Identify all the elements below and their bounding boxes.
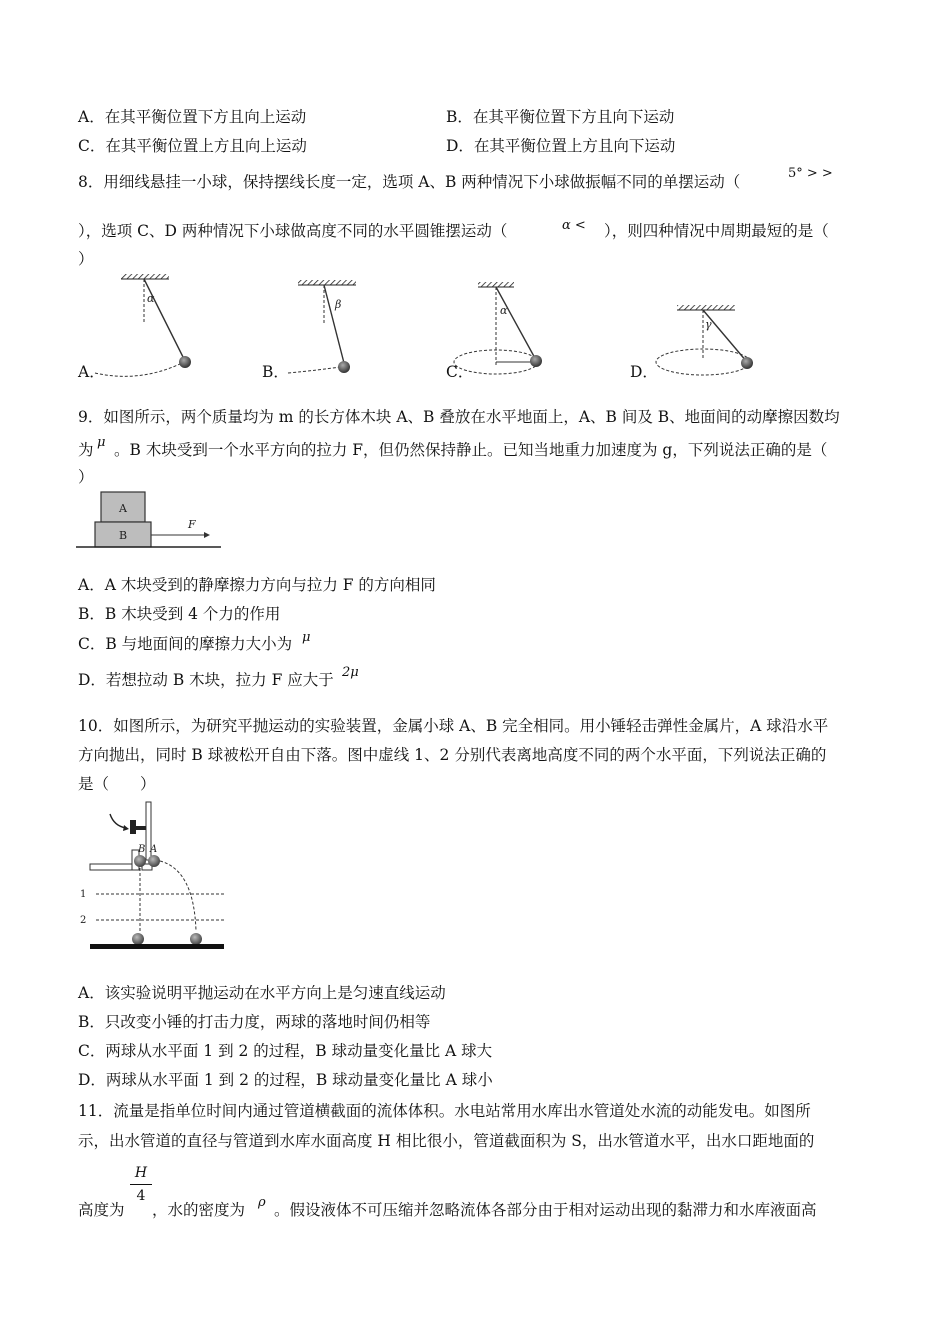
angle-label: α	[147, 292, 155, 305]
q9-option-d-math: 2μ	[342, 665, 359, 680]
q11-rho: ρ	[258, 1195, 266, 1210]
q8-line1: 8．用细线悬挂一小球，保持摆线长度一定，选项 A、B 两种情况下小球做振幅不同的单摆运动（	[78, 173, 741, 191]
q7-option-c: C．在其平衡位置上方且向上运动	[78, 137, 307, 155]
svg-text:B: B	[118, 529, 128, 542]
svg-text:2: 2	[80, 915, 87, 926]
q8-label-b: B．	[262, 363, 289, 381]
q8-math-1: 5° > >	[788, 166, 833, 181]
q8-line2a: ），选项 C、D 两种情况下小球做高度不同的水平圆锥摆运动（	[78, 222, 508, 240]
svg-text:F: F	[188, 518, 196, 531]
q9-line2a: 为	[78, 441, 94, 459]
q10-projectile-figure	[76, 798, 232, 954]
q11-line1: 11．流量是指单位时间内通过管道横截面的流体体积。水电站常用水库出水管道处水流的动能发电。如图所	[78, 1102, 811, 1120]
q8-line3: ）	[78, 250, 94, 268]
q9-option-b: B．B 木块受到 4 个力的作用	[78, 605, 281, 623]
q8-line2b: ），则四种情况中周期最短的是（	[604, 222, 829, 240]
q7-option-d: D．在其平衡位置上方且向下运动	[446, 137, 676, 155]
q10-line3: 是（ ）	[78, 775, 156, 793]
q10-option-b: B．只改变小锤的打击力度，两球的落地时间仍相等	[78, 1013, 431, 1031]
q10-option-d: D．两球从水平面 1 到 2 的过程，B 球动量变化量比 A 球小	[78, 1071, 493, 1089]
q11-line3c: 。假设液体不可压缩并忽略流体各部分由于相对运动出现的黏滞力和水库液面高	[274, 1201, 817, 1219]
q8-figure-d	[656, 305, 753, 375]
q9-line2b: 。B 木块受到一个水平方向的拉力 F，但仍然保持静止。已知当地重力加速度为 g，下列说法正确的是（	[114, 441, 828, 459]
svg-text:A: A	[150, 844, 158, 855]
q8-label-a: A．	[78, 363, 105, 381]
q11-line3b: ，水的密度为	[152, 1201, 246, 1219]
q10-line1: 10．如图所示，为研究平抛运动的实验装置，金属小球 A、B 完全相同。用小锤轻击弹性金属片，A 球沿水平	[78, 717, 829, 735]
q8-figure-a	[95, 274, 191, 376]
q8-label-d: D．	[630, 363, 658, 381]
q11-fraction: H 4	[130, 1164, 152, 1205]
q7-option-a: A．在其平衡位置下方且向上运动	[78, 108, 307, 126]
q9-option-c-math: μ	[302, 630, 311, 645]
q9-block-figure	[76, 488, 226, 554]
q8-pendulum-figures	[90, 270, 910, 385]
q9-line1: 9．如图所示，两个质量均为 m 的长方体木块 A、B 叠放在水平地面上，A、B 间及 B、地面间的动摩擦因数均	[78, 408, 840, 426]
svg-text:A: A	[119, 502, 127, 515]
angle-label: γ	[705, 318, 712, 331]
angle-label: β	[335, 298, 342, 311]
q9-mu: μ	[97, 435, 106, 450]
q10-option-c: C．两球从水平面 1 到 2 的过程，B 球动量变化量比 A 球大	[78, 1042, 493, 1060]
q9-option-a: A．A 木块受到的静摩擦力方向与拉力 F 的方向相同	[78, 576, 436, 594]
svg-text:1: 1	[80, 889, 87, 900]
q11-line3a: 高度为	[78, 1201, 125, 1219]
q8-label-c: C．	[446, 363, 474, 381]
q8-math-2: α <	[562, 218, 586, 233]
q7-option-b: B．在其平衡位置下方且向下运动	[446, 108, 675, 126]
q9-option-d: D．若想拉动 B 木块，拉力 F 应大于	[78, 671, 334, 689]
q9-option-c: C．B 与地面间的摩擦力大小为	[78, 635, 293, 653]
angle-label: α	[500, 304, 508, 317]
q10-option-a: A．该实验说明平抛运动在水平方向上是匀速直线运动	[78, 984, 446, 1002]
q11-line2: 示，出水管道的直径与管道到水库水面高度 H 相比很小，管道截面积为 S，出水管道水平，出水口距地面的	[78, 1132, 815, 1150]
q8-figure-c	[454, 282, 542, 374]
svg-text:B: B	[138, 844, 146, 855]
q8-figure-b	[288, 280, 356, 373]
q9-line3: ）	[78, 468, 94, 486]
q10-line2: 方向抛出，同时 B 球被松开自由下落。图中虚线 1、2 分别代表离地高度不同的两个水平面，下列说法正确的	[78, 746, 827, 764]
